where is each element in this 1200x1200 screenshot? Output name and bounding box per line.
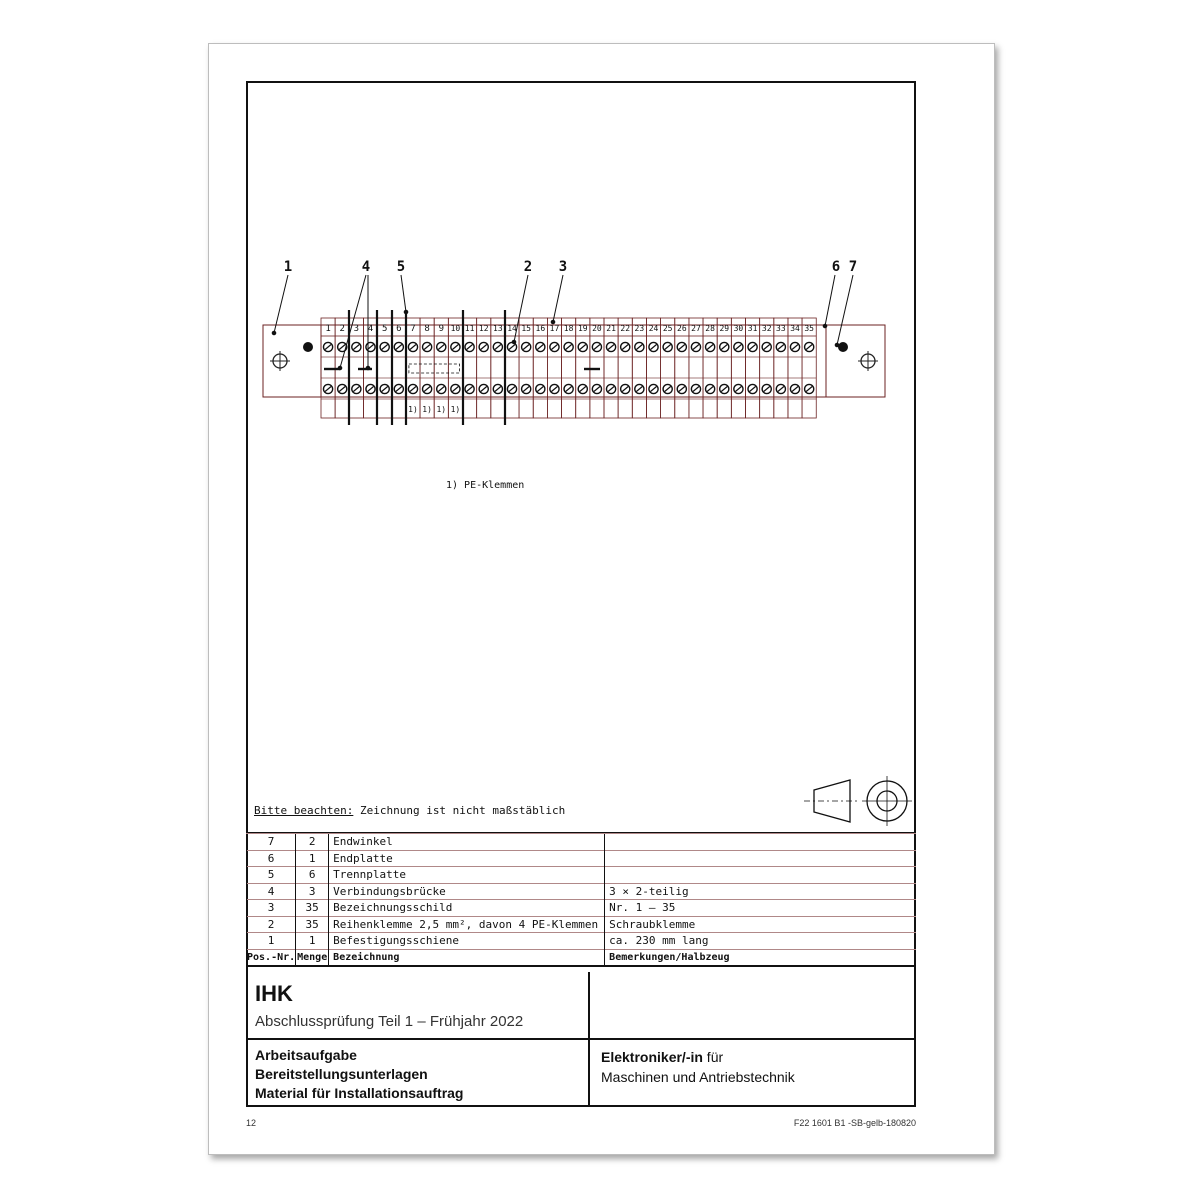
parts-row bbox=[247, 850, 917, 867]
pe-mark: 1) bbox=[450, 405, 461, 414]
pe-mark: 1) bbox=[422, 405, 432, 414]
callout-number: 2 bbox=[523, 259, 533, 275]
parts-cell-qty: 2 bbox=[296, 834, 329, 851]
terminal-block bbox=[788, 318, 802, 418]
terminal-block bbox=[646, 318, 660, 418]
terminal-label: 22 bbox=[620, 324, 631, 333]
terminal-label: 15 bbox=[521, 324, 531, 333]
terminal-block bbox=[731, 318, 745, 418]
terminal-block bbox=[519, 318, 533, 418]
parts-cell-pos: 5 bbox=[247, 867, 296, 884]
parts-cell-name: Bezeichnung bbox=[329, 949, 605, 966]
parts-cell-name: Reihenklemme 2,5 mm², davon 4 PE-Klemmen bbox=[329, 916, 605, 933]
note-text: Zeichnung ist nicht maßstäblich bbox=[353, 804, 566, 817]
callout-number: 3 bbox=[558, 259, 568, 275]
parts-cell-remarks bbox=[605, 867, 916, 884]
parts-cell-remarks: Bemerkungen/Halbzeug bbox=[605, 949, 916, 966]
parts-row bbox=[247, 900, 917, 917]
profession bbox=[601, 1047, 795, 1087]
terminal-block bbox=[703, 318, 717, 418]
terminal-label: 9 bbox=[438, 324, 444, 334]
parts-cell-qty: 3 bbox=[296, 883, 329, 900]
terminal-label: 27 bbox=[691, 324, 701, 333]
parts-cell-qty: 35 bbox=[296, 916, 329, 933]
terminal-label: 13 bbox=[493, 324, 503, 333]
terminal-label: 18 bbox=[563, 324, 574, 333]
parts-cell-remarks: ca. 230 mm lang bbox=[605, 933, 916, 950]
terminal-label: 26 bbox=[677, 324, 687, 333]
terminal-label: 24 bbox=[648, 324, 659, 333]
terminal-label: 7 bbox=[410, 324, 416, 334]
parts-cell-qty: 35 bbox=[296, 900, 329, 917]
parts-cell-name: Befestigungsschiene bbox=[329, 933, 605, 950]
pe-mark: 1) bbox=[436, 405, 447, 414]
callout-leaders bbox=[272, 275, 853, 370]
terminal-label: 25 bbox=[662, 324, 673, 333]
document-code: F22 1601 B1 -SB-gelb-180820 bbox=[793, 1118, 916, 1128]
terminal-label: 28 bbox=[705, 324, 715, 333]
terminal-label: 23 bbox=[634, 324, 645, 333]
terminal-label: 30 bbox=[733, 324, 744, 333]
parts-cell-qty: Menge bbox=[296, 949, 329, 966]
parts-cell-name: Endplatte bbox=[329, 850, 605, 867]
terminal-block bbox=[406, 318, 420, 418]
footnote-pe: 1) PE-Klemmen bbox=[446, 480, 525, 491]
drawing-note bbox=[254, 804, 565, 817]
terminal-block bbox=[689, 318, 703, 418]
terminal-label: 29 bbox=[719, 324, 730, 333]
parts-cell-name: Trennplatte bbox=[329, 867, 605, 884]
terminal-label: 20 bbox=[592, 324, 602, 333]
page-number: 12 bbox=[246, 1118, 257, 1128]
terminal-label: 21 bbox=[606, 324, 616, 333]
terminal-label: 5 bbox=[381, 324, 388, 334]
terminal-label: 11 bbox=[464, 324, 475, 333]
parts-header-row bbox=[247, 949, 917, 966]
terminal-label: 35 bbox=[804, 324, 814, 333]
org-title: IHK bbox=[255, 981, 293, 1006]
parts-list-table bbox=[246, 833, 916, 967]
terminal-block bbox=[463, 318, 477, 418]
parts-cell-pos: 6 bbox=[247, 850, 296, 867]
exam-title: Abschlussprüfung Teil 1 – Frühjahr 2022 bbox=[255, 1013, 524, 1030]
terminal-label: 17 bbox=[549, 324, 560, 333]
parts-cell-qty: 1 bbox=[296, 933, 329, 950]
parts-cell-pos: 7 bbox=[247, 834, 296, 851]
terminal-block bbox=[675, 318, 689, 418]
terminal-block bbox=[533, 318, 547, 418]
terminal-label: 34 bbox=[790, 324, 800, 333]
terminal-block bbox=[505, 318, 519, 418]
terminal-label: 16 bbox=[535, 324, 546, 333]
terminal-label: 12 bbox=[478, 324, 489, 333]
parts-row bbox=[247, 834, 917, 851]
parts-cell-remarks bbox=[605, 834, 916, 851]
terminal-label: 10 bbox=[450, 324, 461, 333]
terminal-block bbox=[491, 318, 505, 418]
terminal-blocks bbox=[321, 318, 816, 418]
terminal-block bbox=[774, 318, 788, 418]
terminal-block bbox=[434, 318, 448, 418]
pe-mark: 1) bbox=[408, 405, 418, 414]
terminal-block bbox=[632, 318, 646, 418]
parts-cell-name: Endwinkel bbox=[329, 834, 605, 851]
terminal-block bbox=[661, 318, 675, 418]
terminal-block bbox=[717, 318, 731, 418]
terminal-label: 32 bbox=[761, 324, 772, 333]
profession-specialty: Maschinen und Antriebstechnik bbox=[601, 1069, 795, 1085]
terminal-label: 31 bbox=[747, 324, 758, 333]
parts-cell-pos: 3 bbox=[247, 900, 296, 917]
terminal-label: 8 bbox=[424, 324, 430, 334]
terminal-label: 2 bbox=[339, 324, 345, 334]
parts-cell-remarks: 3 × 2-teilig bbox=[605, 883, 916, 900]
terminal-label: 14 bbox=[507, 324, 517, 333]
task-line: Arbeitsaufgabe bbox=[255, 1047, 357, 1063]
parts-cell-pos: 2 bbox=[247, 916, 296, 933]
profession-suffix: für bbox=[702, 1049, 724, 1065]
parts-row bbox=[247, 933, 917, 950]
terminal-block bbox=[477, 318, 491, 418]
projection-symbol-icon bbox=[804, 776, 912, 826]
parts-cell-name: Verbindungsbrücke bbox=[329, 883, 605, 900]
parts-cell-pos: 4 bbox=[247, 883, 296, 900]
parts-cell-remarks bbox=[605, 850, 916, 867]
terminal-block bbox=[420, 318, 434, 418]
profession-name: Elektroniker/-in bbox=[601, 1049, 703, 1065]
parts-cell-qty: 1 bbox=[296, 850, 329, 867]
parts-row bbox=[247, 883, 917, 900]
terminal-label: 1 bbox=[325, 324, 331, 334]
callout-number: 7 bbox=[848, 259, 858, 275]
parts-cell-qty: 6 bbox=[296, 867, 329, 884]
terminal-block bbox=[392, 318, 406, 418]
parts-cell-pos: Pos.-Nr. bbox=[247, 949, 296, 966]
parts-row bbox=[247, 916, 917, 933]
task-line: Material für Installationsauftrag bbox=[255, 1085, 464, 1101]
terminal-block bbox=[746, 318, 760, 418]
callout-number: 5 bbox=[396, 259, 406, 275]
terminal-label: 4 bbox=[367, 324, 374, 334]
terminal-block bbox=[378, 318, 392, 418]
parts-cell-pos: 1 bbox=[247, 933, 296, 950]
note-label: Bitte beachten: bbox=[254, 804, 354, 817]
terminal-label: 3 bbox=[353, 324, 360, 334]
terminal-label: 33 bbox=[776, 324, 786, 333]
callout-number: 1 bbox=[283, 259, 293, 275]
parts-cell-remarks: Schraubklemme bbox=[605, 916, 916, 933]
callout-numbers bbox=[284, 259, 857, 275]
callout-number: 4 bbox=[361, 259, 371, 275]
terminal-block bbox=[448, 318, 462, 418]
callout-number: 6 bbox=[831, 259, 841, 275]
task-line: Bereitstellungsunterlagen bbox=[255, 1066, 428, 1082]
task-description bbox=[255, 1046, 463, 1103]
terminal-block bbox=[562, 318, 576, 418]
terminal-block bbox=[760, 318, 774, 418]
parts-cell-remarks: Nr. 1 – 35 bbox=[605, 900, 916, 917]
terminal-block bbox=[547, 318, 561, 418]
parts-row bbox=[247, 867, 917, 884]
parts-cell-name: Bezeichnungsschild bbox=[329, 900, 605, 917]
terminal-block bbox=[618, 318, 632, 418]
terminal-label: 6 bbox=[396, 324, 402, 334]
terminal-block bbox=[604, 318, 618, 418]
terminal-label: 19 bbox=[577, 324, 588, 333]
terminal-block bbox=[802, 318, 816, 418]
